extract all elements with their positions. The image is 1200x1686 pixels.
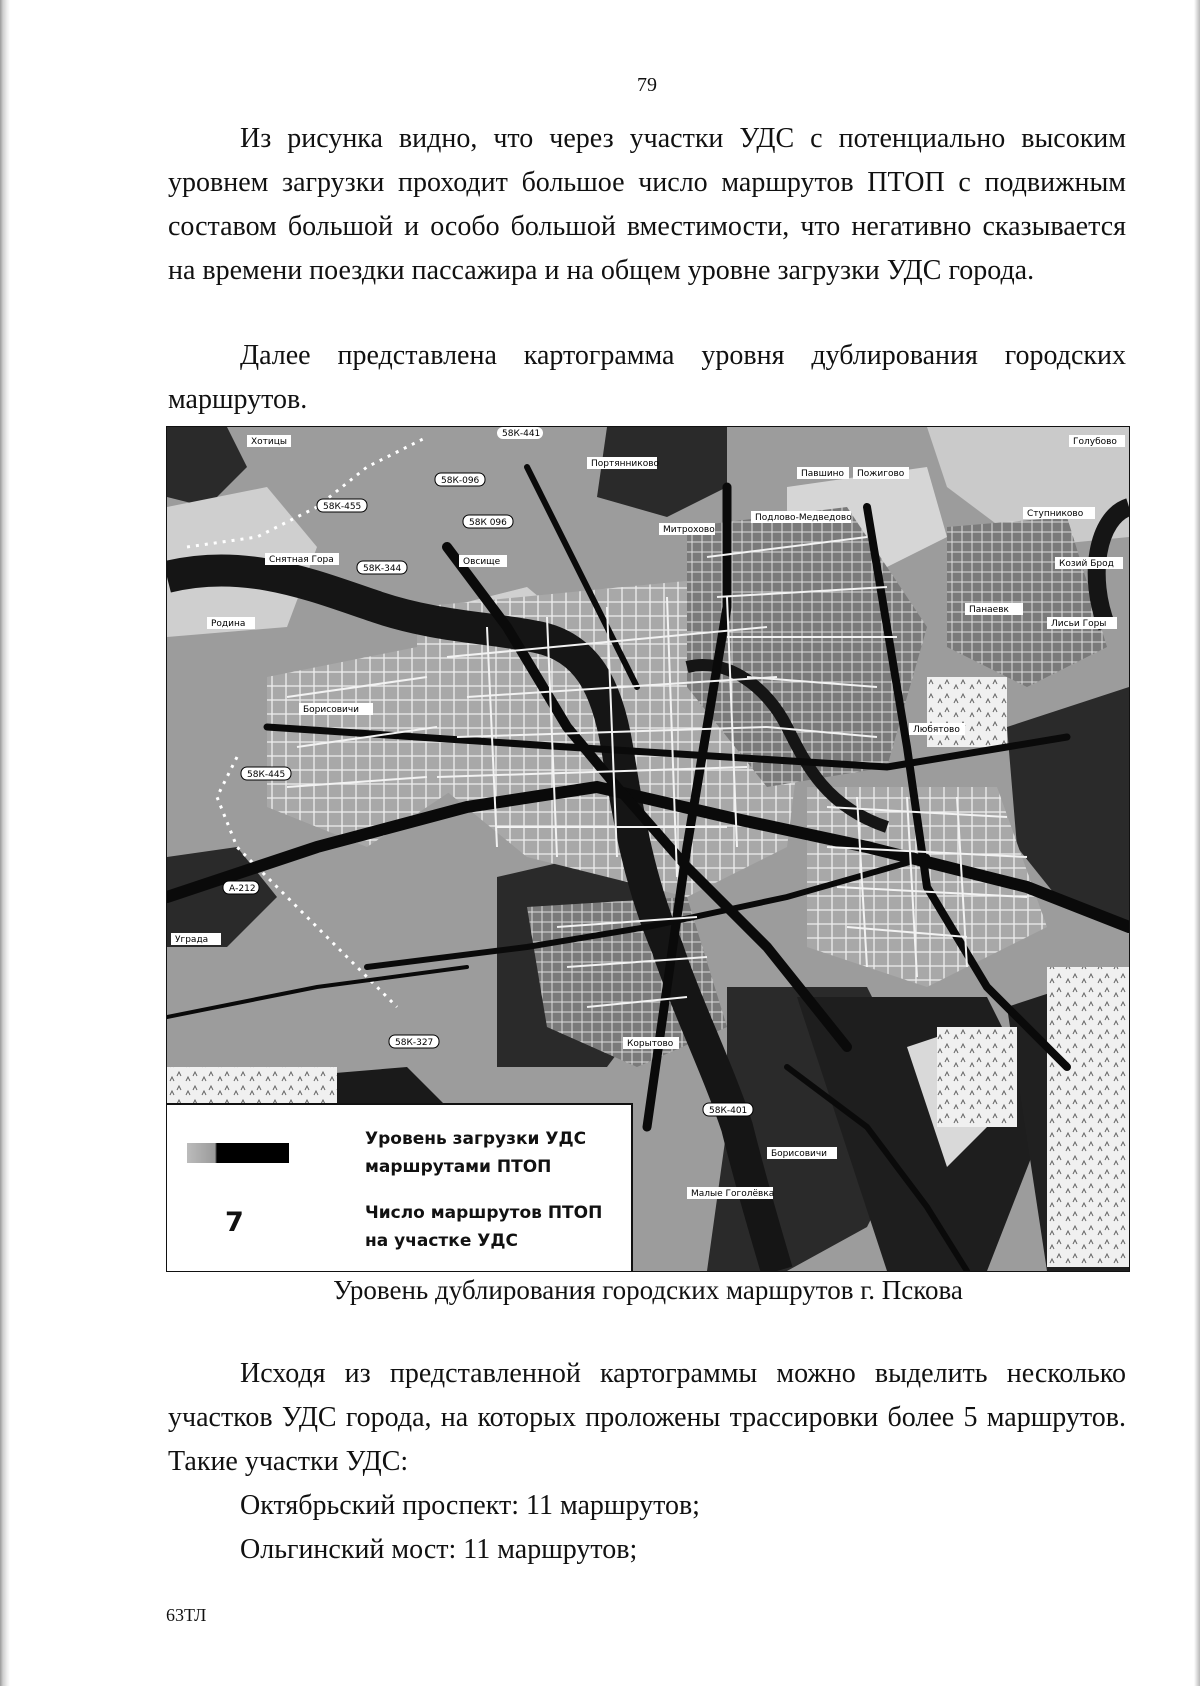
page-number: 79 bbox=[637, 74, 657, 96]
list-item: Ольгинский мост: 11 маршрутов; bbox=[240, 1534, 638, 1565]
legend-number-label: Число маршрутов ПТОП на участке УДС bbox=[365, 1203, 603, 1251]
svg-text:Панаевк: Панаевк bbox=[969, 605, 1009, 615]
scan-edge-right bbox=[1194, 0, 1200, 1686]
paragraph: Далее представлена картограмма уровня дублирования городских маршрутов. bbox=[168, 340, 1126, 415]
svg-text:Митрохово: Митрохово bbox=[663, 525, 715, 535]
map-legend bbox=[167, 1103, 633, 1271]
svg-text:Овсище: Овсище bbox=[463, 557, 501, 567]
svg-text:Родина: Родина bbox=[211, 619, 246, 629]
svg-text:58К-327: 58К-327 bbox=[395, 1038, 434, 1048]
text-block-bottom bbox=[168, 1352, 1126, 1572]
paragraph: Из рисунка видно, что через участки УДС с потенциально высоким уровнем загрузки проходит большое число маршрутов ПТОП с подвижным составом большой и особо большой вместимости, что негативно сказывается на времени поездки пассажира и на общем уровне загрузки УДС города. bbox=[168, 123, 1126, 286]
svg-text:Корытово: Корытово bbox=[627, 1039, 674, 1049]
load-gradient-swatch bbox=[187, 1143, 289, 1163]
svg-text:Снятная Гора: Снятная Гора bbox=[269, 555, 334, 565]
svg-text:58К-401: 58К-401 bbox=[709, 1106, 748, 1116]
svg-text:Козий Брод: Козий Брод bbox=[1059, 559, 1114, 569]
svg-text:58К-096: 58К-096 bbox=[441, 476, 480, 486]
svg-text:58К-344: 58К-344 bbox=[363, 564, 402, 574]
svg-text:Уграда: Уграда bbox=[175, 935, 209, 945]
svg-text:Борисовичи: Борисовичи bbox=[303, 705, 360, 715]
svg-text:Павшино: Павшино bbox=[801, 469, 845, 479]
svg-text:Голубово: Голубово bbox=[1073, 437, 1117, 447]
svg-text:Любятово: Любятово bbox=[913, 725, 960, 735]
footer-code: 63ТЛ bbox=[166, 1605, 207, 1625]
svg-text:Борисовичи: Борисовичи bbox=[771, 1149, 828, 1159]
svg-text:58К-441: 58К-441 bbox=[502, 429, 541, 439]
text-block-top bbox=[168, 117, 1126, 293]
svg-text:Лисьи Горы: Лисьи Горы bbox=[1051, 619, 1107, 629]
svg-text:Хотицы: Хотицы bbox=[251, 437, 287, 447]
svg-text:58К 096: 58К 096 bbox=[469, 518, 507, 528]
svg-text:Ступниково: Ступниково bbox=[1027, 509, 1084, 519]
svg-text:58К-455: 58К-455 bbox=[323, 502, 362, 512]
svg-text:Портянниково: Портянниково bbox=[591, 459, 660, 469]
legend-load-label: Уровень загрузки УДС маршрутами ПТОП bbox=[365, 1129, 587, 1177]
svg-text:Подлово-Медведово: Подлово-Медведово bbox=[755, 513, 852, 523]
text-block-intro bbox=[168, 334, 1126, 422]
svg-text:58К-445: 58К-445 bbox=[247, 770, 286, 780]
map-figure bbox=[166, 426, 1130, 1272]
svg-text:А-212: А-212 bbox=[229, 884, 256, 894]
scan-edge-left bbox=[0, 0, 10, 1686]
figure-caption: Уровень дублирования городских маршрутов г. Пскова bbox=[333, 1275, 963, 1305]
svg-text:Малые Гоголёвка: Малые Гоголёвка bbox=[691, 1189, 775, 1199]
legend-number-example: 7 bbox=[225, 1207, 244, 1238]
svg-text:Пожигово: Пожигово bbox=[857, 469, 905, 479]
list-item: Октябрьский проспект: 11 маршрутов; bbox=[240, 1490, 700, 1521]
paragraph: Исходя из представленной картограммы можно выделить несколько участков УДС города, на которых проложены трассировки более 5 маршрутов. Такие участки УДС: bbox=[168, 1358, 1126, 1477]
